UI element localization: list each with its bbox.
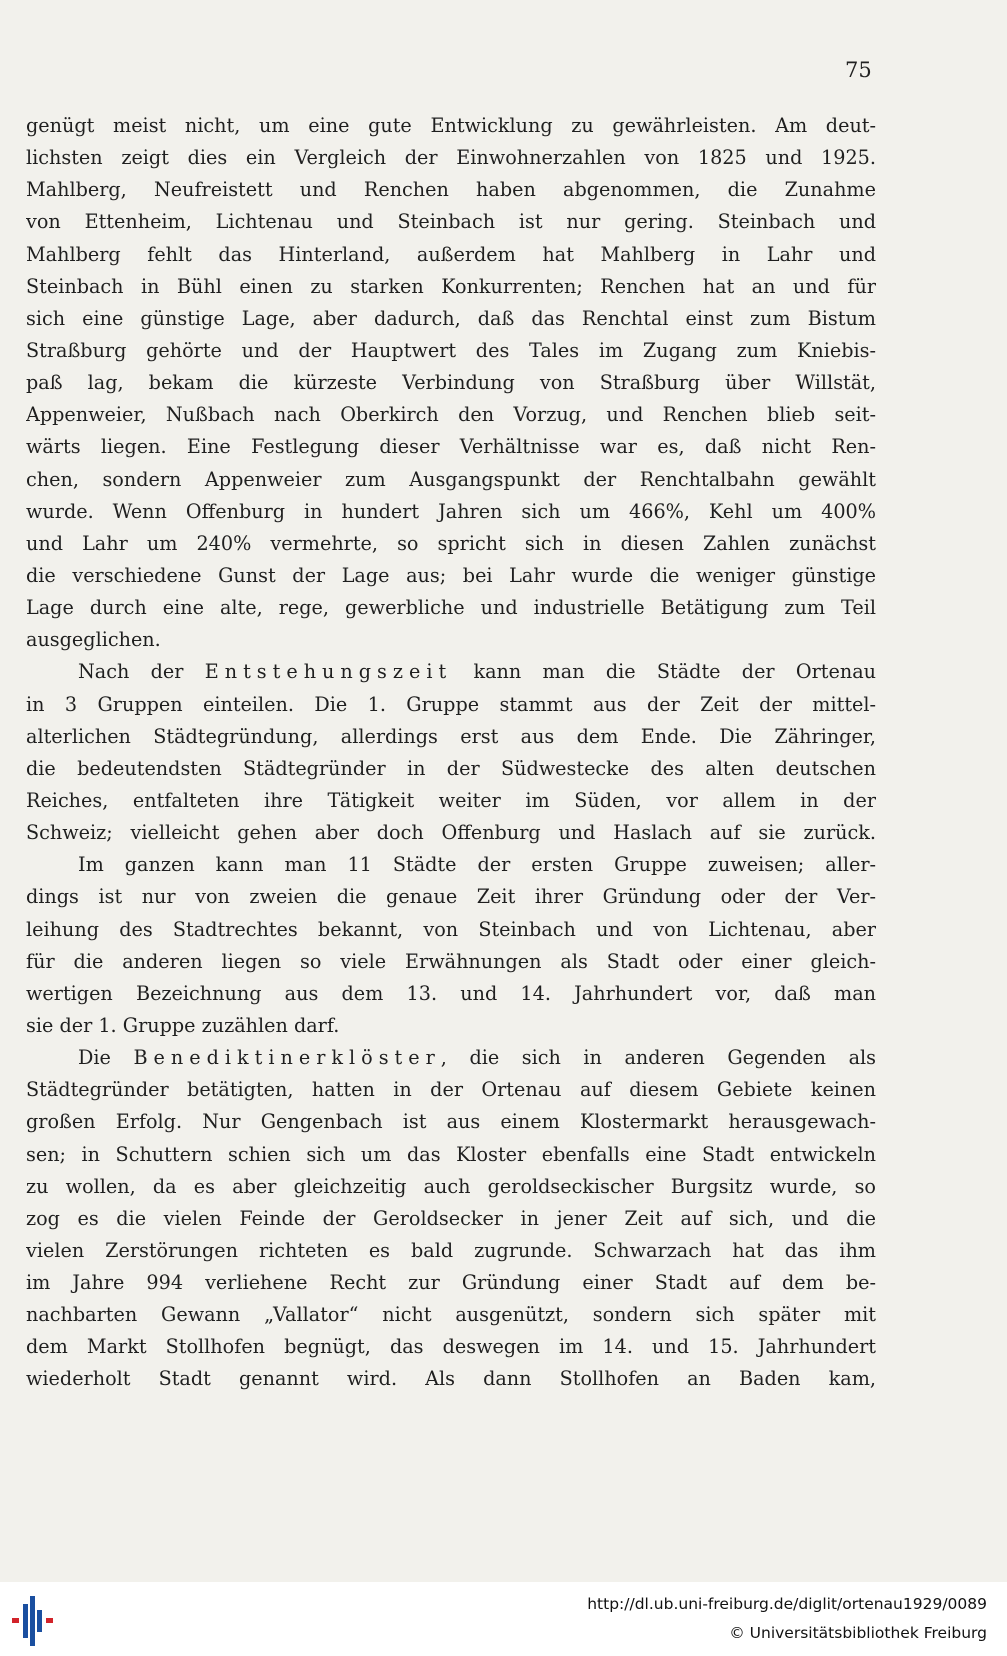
text-line: Steinbach in Bühl einen zu starken Konkurrenten; Renchen hat an und für [26, 274, 876, 298]
emphasized-term: Benediktinerklöster [133, 1046, 441, 1070]
text-line: alterlichen Städtegründung, allerdings erst aus dem Ende. Die Zähringer, [26, 724, 876, 748]
text-line: von Ettenheim, Lichtenau und Steinbach ist nur gering. Steinbach und [26, 210, 876, 234]
text-line: Straßburg gehörte und der Hauptwert des Tales im Zugang zum Kniebis- [26, 338, 876, 362]
text-line: für die anderen liegen so viele Erwähnungen als Stadt oder einer gleich- [26, 949, 876, 973]
text-fragment: Nach der [78, 660, 205, 684]
text-line: wiederholt Stadt genannt wird. Als dann Stollhofen an Baden kam, [26, 1367, 876, 1391]
text-line: die bedeutendsten Städtegründer in der Südwestecke des alten deutschen [26, 756, 876, 780]
text-line: chen, sondern Appenweier zum Ausgangspunkt der Renchtalbahn gewählt [26, 467, 876, 491]
page-number: 75 [845, 58, 872, 82]
text-line: Städtegründer betätigten, hatten in der Ortenau auf diesem Gebiete keinen [26, 1078, 876, 1102]
text-line: zu wollen, da es aber gleichzeitig auch geroldseckischer Burgsitz wurde, so [26, 1174, 876, 1198]
text-line: Mahlberg fehlt das Hinterland, außerdem hat Mahlberg in Lahr und [26, 242, 876, 266]
text-line [26, 1042, 876, 1074]
text-line: und Lahr um 240% vermehrte, so spricht sich in diesen Zahlen zunächst [26, 531, 876, 555]
text-line: dings ist nur von zweien die genaue Zeit ihrer Gründung oder der Ver- [26, 885, 876, 909]
text-line: im Jahre 994 verliehene Recht zur Gründung einer Stadt auf dem be- [26, 1271, 876, 1295]
text-line: wärts liegen. Eine Festlegung dieser Verhältnisse war es, daß nicht Ren- [26, 435, 876, 459]
text-line: Reiches, entfalteten ihre Tätigkeit weiter im Süden, vor allem in der [26, 788, 876, 812]
text-line: Schweiz; vielleicht gehen aber doch Offenburg und Haslach auf sie zurück. [26, 821, 876, 845]
source-url-link[interactable]: http://dl.ub.uni-freiburg.de/diglit/ortenau1929/0089 [587, 1595, 987, 1613]
copyright-notice: © Universitätsbibliothek Freiburg [729, 1624, 987, 1642]
text-fragment: Die [78, 1046, 134, 1070]
text-line: nachbarten Gewann „Vallator“ nicht ausgenützt, sondern sich später mit [26, 1303, 876, 1327]
ub-freiburg-logo-icon [10, 1594, 62, 1648]
text-line: zog es die vielen Feinde der Geroldsecker in jener Zeit auf sich, und die [26, 1206, 876, 1230]
footer [0, 1582, 1007, 1656]
text-line: vielen Zerstörungen richteten es bald zugrunde. Schwarzach hat das ihm [26, 1238, 876, 1262]
text-line: die verschiedene Gunst der Lage aus; bei Lahr wurde die weniger günstige [26, 563, 876, 587]
text-line: ausgeglichen. [26, 628, 161, 652]
text-line: sen; in Schuttern schien sich um das Kloster ebenfalls eine Stadt entwickeln [26, 1142, 876, 1166]
text-line: lichsten zeigt dies ein Vergleich der Einwohnerzahlen von 1825 und 1925. [26, 146, 876, 170]
text-line: wurde. Wenn Offenburg in hundert Jahren sich um 466%, Kehl um 400% [26, 499, 876, 523]
text-fragment: , die sich in anderen Gegenden als [440, 1046, 876, 1070]
text-line: dem Markt Stollhofen begnügt, das deswegen im 14. und 15. Jahrhundert [26, 1335, 876, 1359]
text-line: Appenweier, Nußbach nach Oberkirch den Vorzug, und Renchen blieb seit- [26, 403, 876, 427]
text-line: sich eine günstige Lage, aber dadurch, daß das Renchtal einst zum Bistum [26, 306, 876, 330]
text-fragment: kann man die Städte der Ortenau [452, 660, 876, 684]
text-line: Im ganzen kann man 11 Städte der ersten Gruppe zuweisen; aller- [78, 853, 876, 877]
body-text [26, 110, 876, 1396]
text-line: großen Erfolg. Nur Gengenbach ist aus einem Klostermarkt herausgewach- [26, 1110, 876, 1134]
text-line: sie der 1. Gruppe zuzählen darf. [26, 1013, 340, 1037]
text-line: Lage durch eine alte, rege, gewerbliche und industrielle Betätigung zum Teil [26, 596, 876, 620]
text-line: wertigen Bezeichnung aus dem 13. und 14. Jahrhundert vor, daß man [26, 981, 876, 1005]
text-line: leihung des Stadtrechtes bekannt, von Steinbach und von Lichtenau, aber [26, 917, 876, 941]
emphasized-term: Entstehungszeit [204, 660, 453, 684]
text-line: paß lag, bekam die kürzeste Verbindung von Straßburg über Willstät, [26, 371, 876, 395]
text-line: in 3 Gruppen einteilen. Die 1. Gruppe stammt aus der Zeit der mittel- [26, 692, 876, 716]
text-line [26, 656, 876, 688]
text-line: Mahlberg, Neufreistett und Renchen haben abgenommen, die Zunahme [26, 178, 876, 202]
text-line: genügt meist nicht, um eine gute Entwicklung zu gewährleisten. Am deut- [26, 114, 876, 137]
